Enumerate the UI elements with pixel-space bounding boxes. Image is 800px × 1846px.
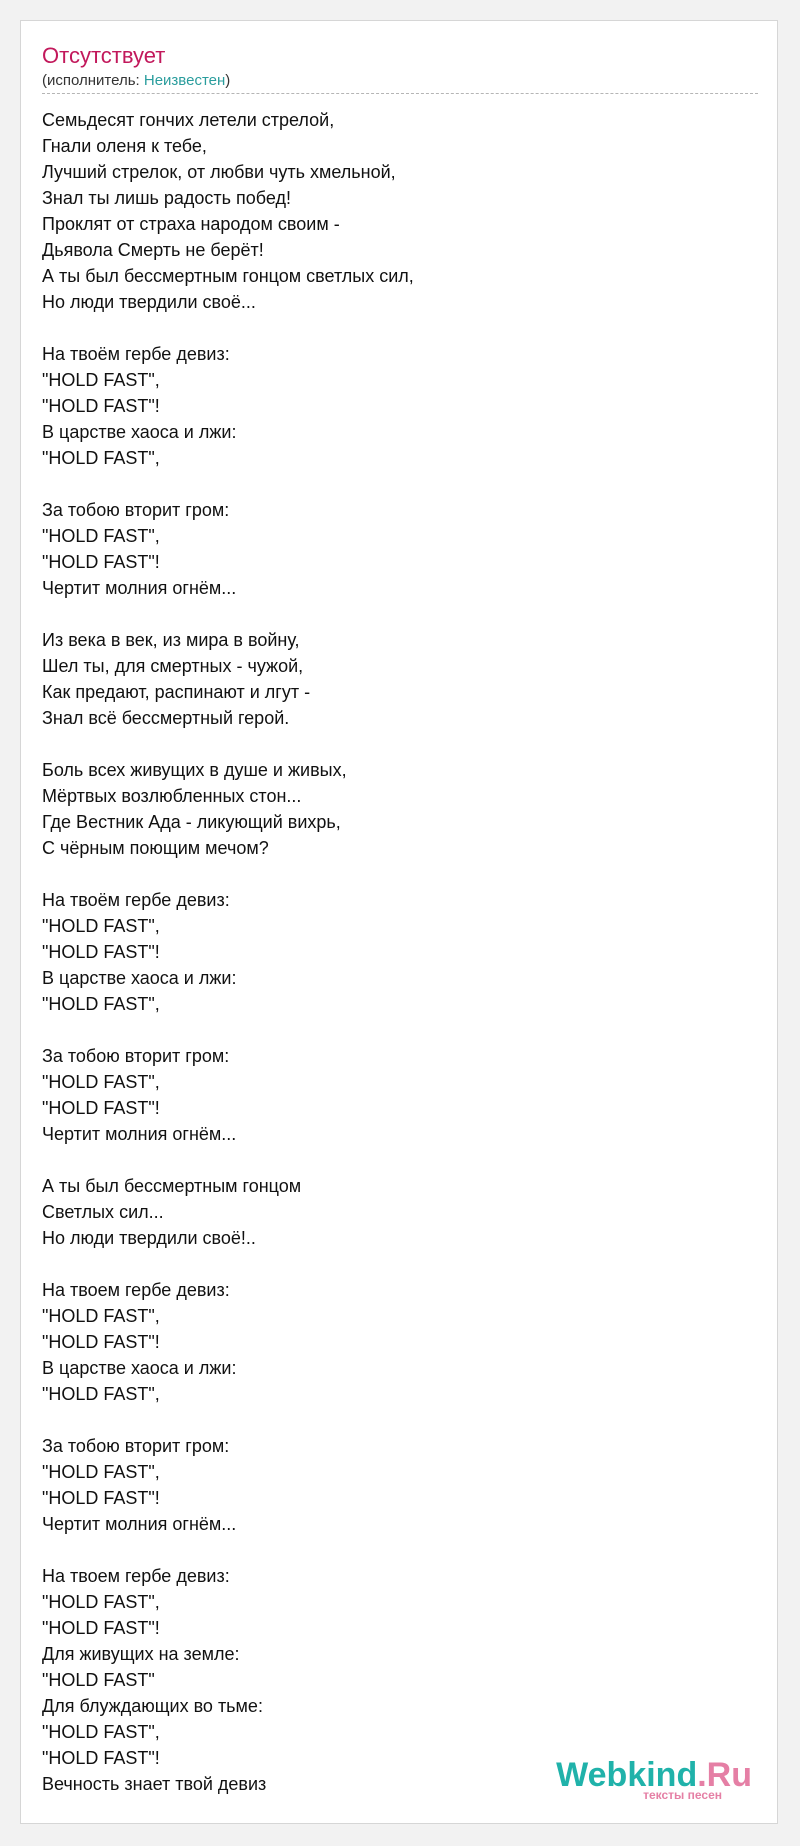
lyric-line: Для блуждающих во тьме: bbox=[42, 1696, 263, 1716]
performer-line bbox=[42, 72, 230, 90]
lyric-line: Но люди твердили своё!.. bbox=[42, 1228, 256, 1248]
lyrics-stanza bbox=[42, 497, 758, 601]
lyric-line: Шел ты, для смертных - чужой, bbox=[42, 656, 304, 676]
lyric-line: Знал ты лишь радость побед! bbox=[42, 188, 292, 208]
lyric-line: Как предают, распинают и лгут - bbox=[42, 682, 311, 702]
lyrics-card bbox=[20, 20, 778, 1824]
lyrics-stanza bbox=[42, 757, 758, 861]
lyric-line: За тобою вторит гром: bbox=[42, 1436, 230, 1456]
lyric-line: "HOLD FAST", bbox=[42, 1722, 160, 1742]
lyric-line: Боль всех живущих в душе и живых, bbox=[42, 760, 347, 780]
lyric-line: Проклят от страха народом своим - bbox=[42, 214, 340, 234]
performer-prefix: (исполнитель: bbox=[42, 72, 144, 89]
lyric-line: Чертит молния огнём... bbox=[42, 1514, 237, 1534]
logo-brand: Webkind bbox=[556, 1756, 698, 1794]
lyric-line: На твоём гербе девиз: bbox=[42, 890, 230, 910]
lyric-line: В царстве хаоса и лжи: bbox=[42, 1358, 237, 1378]
lyric-line: За тобою вторит гром: bbox=[42, 1046, 230, 1066]
lyrics-stanza bbox=[42, 1433, 758, 1537]
lyric-line: "HOLD FAST", bbox=[42, 526, 160, 546]
lyric-line: Чертит молния огнём... bbox=[42, 1124, 237, 1144]
lyric-line: "HOLD FAST", bbox=[42, 448, 160, 468]
lyric-line: На твоём гербе девиз: bbox=[42, 344, 230, 364]
lyrics-stanza bbox=[42, 341, 758, 471]
lyric-line: "HOLD FAST"! bbox=[42, 396, 160, 416]
lyrics-stanza bbox=[42, 627, 758, 731]
lyric-line: "HOLD FAST", bbox=[42, 1384, 160, 1404]
lyric-line: "HOLD FAST", bbox=[42, 370, 160, 390]
lyric-line: За тобою вторит гром: bbox=[42, 500, 230, 520]
lyric-line: Из века в век, из мира в войну, bbox=[42, 630, 300, 650]
logo-tld: .Ru bbox=[697, 1756, 752, 1794]
lyric-line: Светлых сил... bbox=[42, 1202, 164, 1222]
lyric-line: А ты был бессмертным гонцом bbox=[42, 1176, 302, 1196]
lyric-line: Вечность знает твой девиз bbox=[42, 1774, 267, 1794]
lyric-line: "HOLD FAST", bbox=[42, 1306, 160, 1326]
lyric-line: "HOLD FAST"! bbox=[42, 1098, 160, 1118]
lyric-line: С чёрным поющим мечом? bbox=[42, 838, 269, 858]
lyrics-stanza bbox=[42, 1043, 758, 1147]
lyric-line: "HOLD FAST"! bbox=[42, 1748, 160, 1768]
lyric-line: Гнали оленя к тебе, bbox=[42, 136, 207, 156]
lyric-line: Знал всё бессмертный герой. bbox=[42, 708, 290, 728]
lyric-line: На твоем гербе девиз: bbox=[42, 1566, 230, 1586]
lyric-line: Для живущих на земле: bbox=[42, 1644, 240, 1664]
lyric-line: "HOLD FAST", bbox=[42, 916, 160, 936]
lyrics-stanza bbox=[42, 107, 758, 315]
lyric-line: Где Вестник Ада - ликующий вихрь, bbox=[42, 812, 341, 832]
lyric-line: "HOLD FAST"! bbox=[42, 1488, 160, 1508]
performer-suffix: ) bbox=[225, 72, 231, 89]
song-title: Отсутствует bbox=[42, 43, 166, 68]
lyric-line: На твоем гербе девиз: bbox=[42, 1280, 230, 1300]
lyric-line: Мёртвых возлюбленных стон... bbox=[42, 786, 302, 806]
lyric-line: "HOLD FAST", bbox=[42, 1462, 160, 1482]
lyric-line: Дьявола Смерть не берёт! bbox=[42, 240, 264, 260]
lyrics-stanza bbox=[42, 1173, 758, 1251]
lyrics-stanza bbox=[42, 1277, 758, 1407]
lyric-line: "HOLD FAST", bbox=[42, 1072, 160, 1092]
lyric-line: "HOLD FAST"! bbox=[42, 552, 160, 572]
lyric-line: "HOLD FAST"! bbox=[42, 942, 160, 962]
lyrics-stanza bbox=[42, 887, 758, 1017]
header-separator bbox=[42, 93, 758, 94]
lyric-line: Семьдесят гончих летели стрелой, bbox=[42, 110, 335, 130]
performer-link[interactable]: Неизвестен bbox=[143, 72, 226, 89]
lyric-line: В царстве хаоса и лжи: bbox=[42, 968, 237, 988]
lyric-line: А ты был бессмертным гонцом светлых сил, bbox=[42, 266, 414, 286]
lyric-line: Но люди твердили своё... bbox=[42, 292, 256, 312]
lyric-line: Чертит молния огнём... bbox=[42, 578, 237, 598]
lyric-line: В царстве хаоса и лжи: bbox=[42, 422, 237, 442]
lyric-line: Лучший стрелок, от любви чуть хмельной, bbox=[42, 162, 396, 182]
logo-tagline: тексты песен bbox=[643, 1788, 722, 1802]
webkind-logo[interactable] bbox=[556, 1757, 752, 1801]
lyric-line: "HOLD FAST" bbox=[42, 1670, 155, 1690]
lyric-line: "HOLD FAST"! bbox=[42, 1332, 160, 1352]
lyric-line: "HOLD FAST", bbox=[42, 1592, 160, 1612]
lyric-line: "HOLD FAST", bbox=[42, 994, 160, 1014]
lyric-line: "HOLD FAST"! bbox=[42, 1618, 160, 1638]
lyrics-text bbox=[42, 107, 758, 1797]
